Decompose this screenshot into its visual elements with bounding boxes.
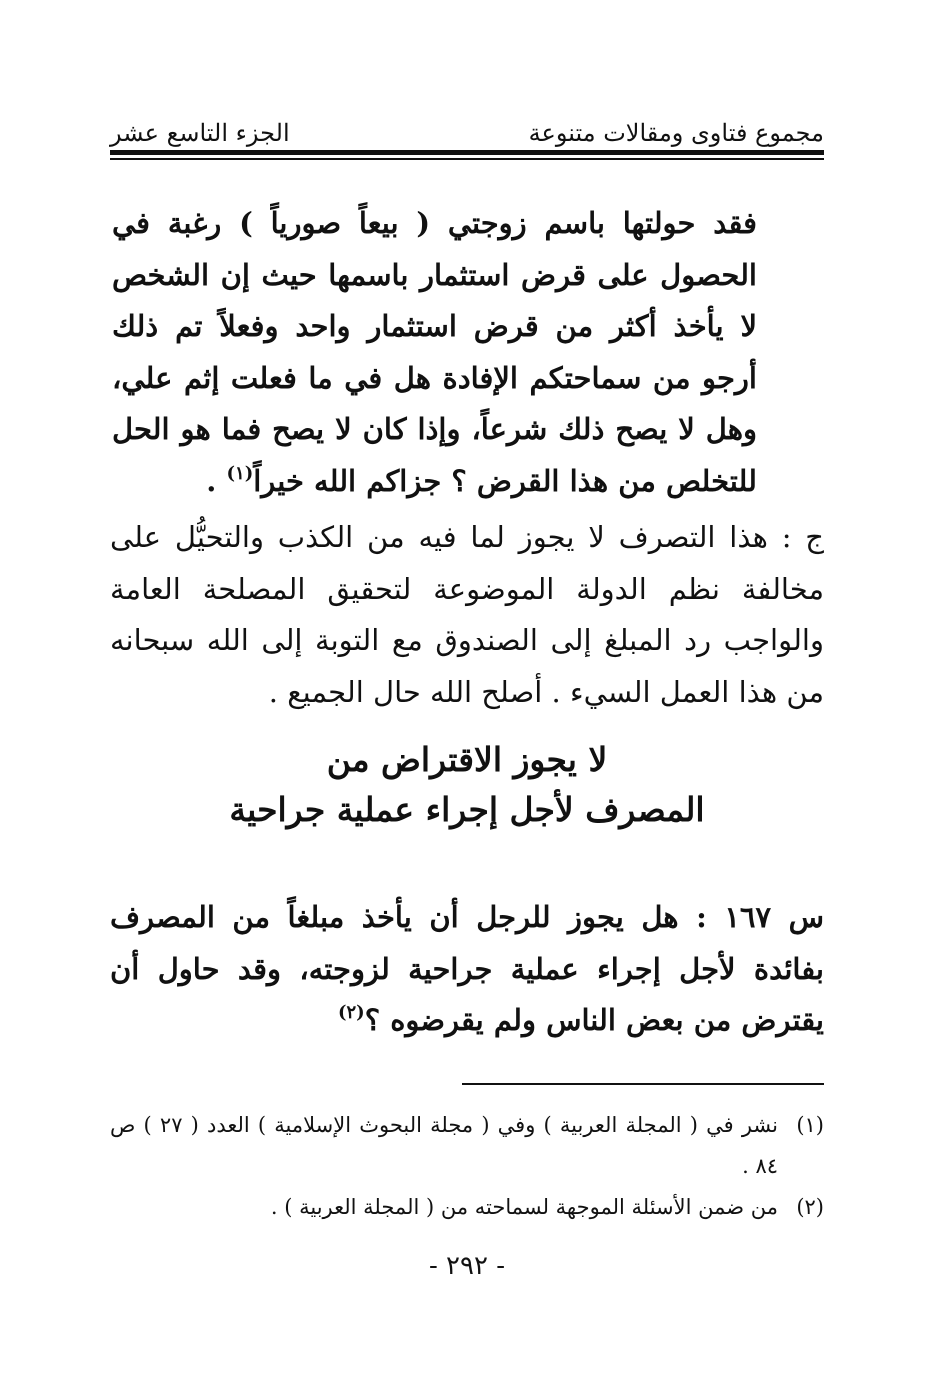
section-title-line-2: المصرف لأجل إجراء عملية جراحية (229, 790, 705, 829)
question-1-text: فقد حولتها باسم زوجتي ( بيعاً صورياً ) رغبة في الحصول على قرض استثمار باسمها حيث إن الشخص لا يأخذ أكثر من قرض استثمار واحد وفعلاً تم ذلك أرجو من سماحتكم الإفادة هل في ما فعلت إثم علي، وهل لا يصح ذلك شرعاً، وإذا كان لا يصح فما هو الحل للتخلص من هذا القرض ؟ جزاكم الله خيراً (112, 206, 757, 498)
footnote-2-number: (٢) (796, 1195, 824, 1219)
running-header (110, 112, 824, 148)
question-1-end: . (206, 463, 217, 498)
header-rule-thin (110, 158, 824, 160)
footnote-separator (462, 1083, 824, 1085)
page-number: - ٢٩٢ - (428, 1251, 506, 1281)
footnote-1-number: (١) (796, 1113, 824, 1137)
question-2-text: س ١٦٧ : هل يجوز للرجل أن يأخذ مبلغاً من المصرف بفائدة لأجل إجراء عملية جراحية لزوجته، وقد حاول أن يقترض من بعض الناس ولم يقرضوه ؟ (110, 900, 824, 1037)
answer-paragraph-1 (110, 512, 824, 718)
answer-1-text: ج : هذا التصرف لا يجوز لما فيه من الكذب والتحيُّل على مخالفة نظم الدولة الموضوعة لتحقيق المصلحة العامة والواجب رد المبلغ إلى الصندوق مع التوبة إلى الله سبحانه من هذا العمل السيء . أصلح الله حال الجميع . (110, 520, 824, 709)
volume-label: الجزء التاسع عشر (110, 119, 290, 147)
footnote-ref-1: (١) (226, 462, 254, 484)
section-title-line-1: لا يجوز الاقتراض من (326, 740, 608, 779)
book-title: مجموع فتاوى ومقالات متنوعة (528, 119, 824, 147)
footnote-1 (110, 1105, 824, 1187)
footnote-2 (110, 1187, 824, 1228)
section-title (110, 735, 824, 835)
footnote-2-text: من ضمن الأسئلة الموجهة لسماحته من ( المجلة العربية ) . (270, 1195, 778, 1219)
header-rule-thick (110, 150, 824, 155)
question-paragraph-2 (110, 892, 824, 1047)
footnote-ref-2: (٢) (337, 1002, 365, 1023)
question-paragraph-1 (112, 198, 757, 507)
footnotes (110, 1105, 824, 1228)
footnote-1-text: نشر في ( المجلة العربية ) وفي ( مجلة البحوث الإسلامية ) العدد ( ٢٧ ) ص ٨٤ . (110, 1113, 778, 1178)
